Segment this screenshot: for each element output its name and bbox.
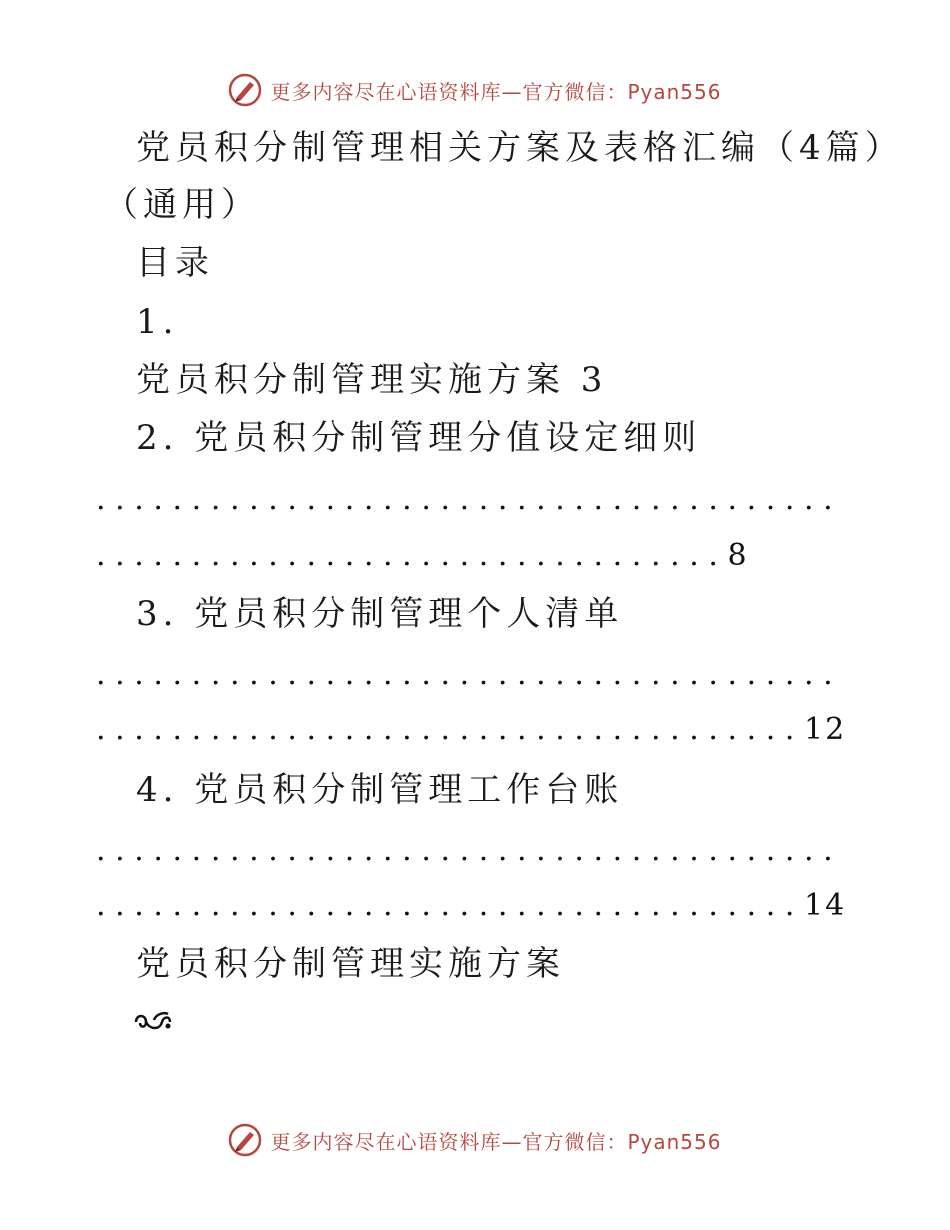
toc-leader-dots: .....................................12 bbox=[96, 712, 847, 747]
toc-item-1-title: 党员积分制管理实施方案 3 bbox=[136, 360, 608, 400]
toc-item-3-page: 12 bbox=[804, 712, 847, 747]
toc-item-4-title: 党员积分制管理工作台账 bbox=[194, 770, 624, 810]
toc-heading: 目录 bbox=[136, 243, 214, 283]
toc-leader-dots: ....................................... bbox=[96, 657, 843, 692]
toc-item-2-number: 2. bbox=[136, 418, 179, 458]
header-banner bbox=[0, 70, 950, 110]
toc-leader-dots: ....................................... bbox=[96, 833, 843, 868]
document-title: 党员积分制管理相关方案及表格汇编（4篇） bbox=[136, 128, 904, 168]
toc-item-4 bbox=[136, 770, 623, 810]
fleuron-icon bbox=[132, 1008, 174, 1036]
toc-item-3-number: 3. bbox=[136, 594, 179, 634]
toc-leader-dots: ....................................... bbox=[96, 482, 843, 517]
toc-item-1-number: 1. bbox=[136, 302, 179, 342]
banner-text: 更多内容尽在心语资料库—官方微信：Pyan556 bbox=[270, 1129, 722, 1154]
toc-leader-dots: .....................................14 bbox=[96, 888, 847, 923]
toc-item-3 bbox=[136, 594, 623, 634]
pen-logo-icon bbox=[228, 1123, 262, 1157]
toc-item-2 bbox=[136, 418, 701, 458]
toc-item-3-title: 党员积分制管理个人清单 bbox=[194, 594, 624, 634]
toc-item-2-title: 党员积分制管理分值设定细则 bbox=[194, 418, 702, 458]
toc-item-4-number: 4. bbox=[136, 770, 179, 810]
footer-banner bbox=[0, 1120, 950, 1160]
toc-leader-dots: .................................8 bbox=[96, 538, 749, 573]
toc-item-4-page: 14 bbox=[804, 888, 847, 923]
banner-text: 更多内容尽在心语资料库—官方微信：Pyan556 bbox=[270, 79, 722, 104]
toc-item-2-page: 8 bbox=[727, 538, 749, 573]
pen-logo-icon bbox=[228, 73, 262, 107]
document-subtitle: （通用） bbox=[104, 185, 260, 225]
section-heading: 党员积分制管理实施方案 bbox=[136, 944, 565, 984]
